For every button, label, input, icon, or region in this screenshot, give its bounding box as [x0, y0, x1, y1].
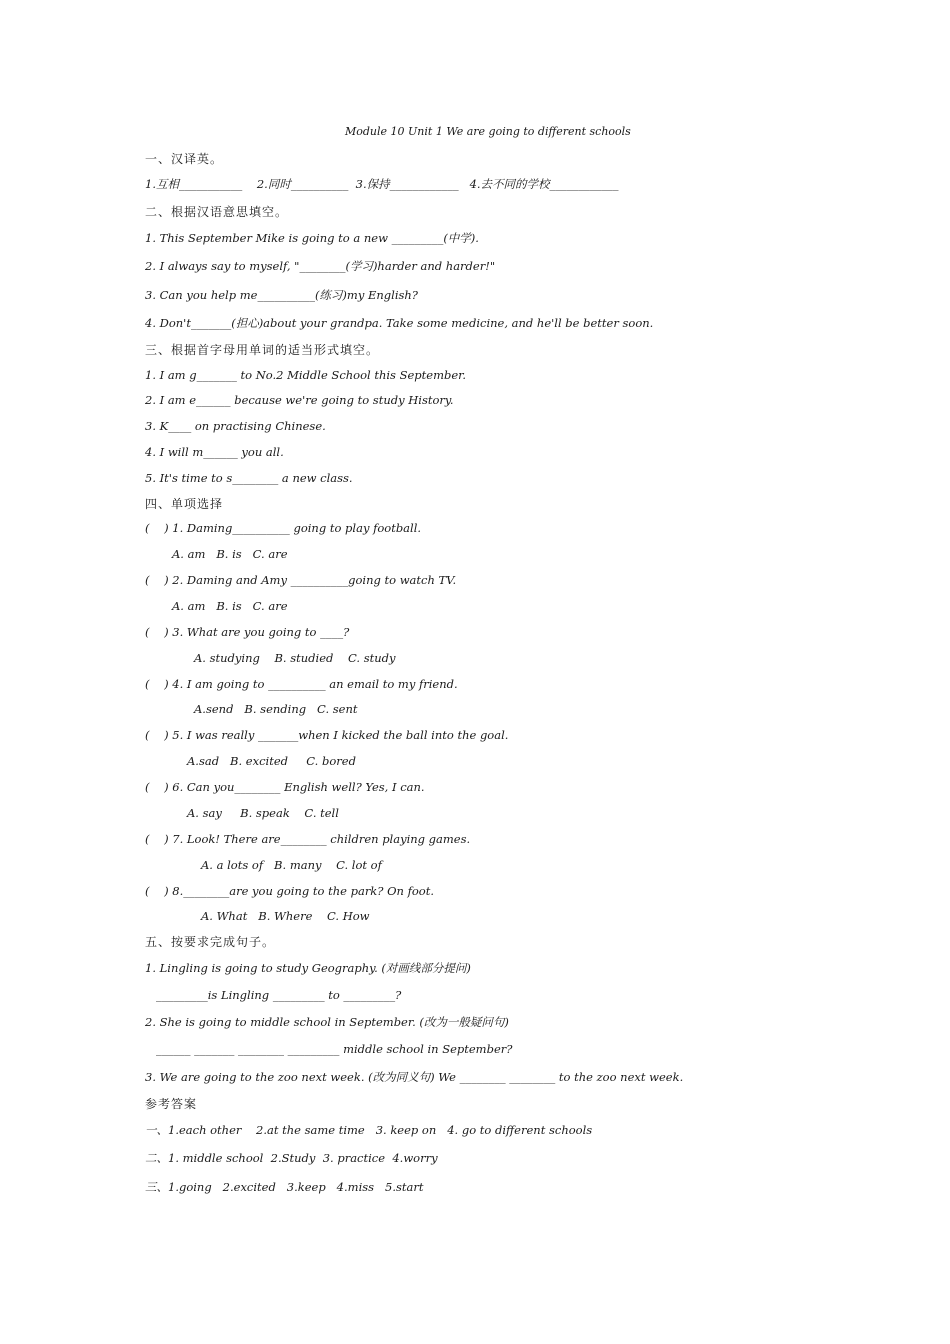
- section3-item: 1. I am g_______ to No.2 Middle School this September.: [145, 368, 467, 382]
- mc-question: ( ) 2. Daming and Amy __________going to watch TV.: [145, 573, 457, 587]
- mc-options: A. a lots of B. many C. lot of: [201, 858, 382, 872]
- answer-line: 三、1.going 2.excited 3.keep 4.miss 5.start: [145, 1180, 424, 1194]
- section3-heading: 三、根据首字母用单词的适当形式填空。: [145, 343, 380, 357]
- mc-question: ( ) 5. I was really _______when I kicked the ball into the goal.: [145, 728, 509, 742]
- answers-heading: 参考答案: [145, 1097, 198, 1111]
- section2-heading: 二、根据汉语意思填空。: [145, 205, 289, 219]
- answer-line: 二、1. middle school 2.Study 3. practice 4.worry: [145, 1151, 438, 1165]
- section5-line: _________is Lingling _________ to _________?: [145, 988, 402, 1002]
- section5-line: 2. She is going to middle school in September. (改为一般疑问句): [145, 1015, 509, 1029]
- mc-options: A. say B. speak C. tell: [187, 806, 339, 820]
- mc-question: ( ) 1. Daming__________ going to play football.: [145, 521, 422, 535]
- section3-item: 4. I will m______ you all.: [145, 445, 284, 459]
- section5-heading: 五、按要求完成句子。: [145, 935, 276, 949]
- section4-heading: 四、单项选择: [145, 497, 224, 511]
- mc-question: ( ) 4. I am going to __________ an email to my friend.: [145, 677, 458, 691]
- section2-item: 3. Can you help me__________(练习)my English?: [145, 288, 418, 302]
- mc-options: A. am B. is C. are: [172, 599, 288, 613]
- mc-options: A.sad B. excited C. bored: [187, 754, 356, 768]
- answer-line: 一、1.each other 2.at the same time 3. keep on 4. go to different schools: [145, 1123, 593, 1137]
- mc-question: ( ) 7. Look! There are________ children playing games.: [145, 832, 471, 846]
- mc-question: ( ) 3. What are you going to ____?: [145, 625, 350, 639]
- mc-options: A. am B. is C. are: [172, 547, 288, 561]
- section5-line: 1. Lingling is going to study Geography. (对画线部分提问): [145, 961, 471, 975]
- mc-options: A. studying B. studied C. study: [194, 651, 396, 665]
- mc-question: ( ) 8.________are you going to the park? On foot.: [145, 884, 434, 898]
- section2-item: 4. Don't_______(担心)about your grandpa. Take some medicine, and he'll be better soon.: [145, 316, 654, 330]
- page-title: Module 10 Unit 1 We are going to different schools: [345, 125, 631, 138]
- section1-line: 1.互相___________ 2.同时__________ 3.保持____________ 4.去不同的学校____________: [145, 177, 619, 191]
- section5-line: 3. We are going to the zoo next week. (改为同义句) We ________ ________ to the zoo next week.: [145, 1070, 684, 1084]
- section1-heading: 一、汉译英。: [145, 152, 224, 166]
- mc-options: A. What B. Where C. How: [201, 909, 370, 923]
- mc-options: A.send B. sending C. sent: [194, 702, 358, 716]
- section2-item: 2. I always say to myself, "________(学习)harder and harder!": [145, 259, 496, 273]
- section3-item: 5. It's time to s________ a new class.: [145, 471, 353, 485]
- mc-question: ( ) 6. Can you________ English well? Yes, I can.: [145, 780, 425, 794]
- section2-item: 1. This September Mike is going to a new _________(中学).: [145, 231, 479, 245]
- section3-item: 2. I am e______ because we're going to study History.: [145, 393, 454, 407]
- section5-line: ______ _______ ________ _________ middle school in September?: [145, 1042, 513, 1056]
- section3-item: 3. K____ on practising Chinese.: [145, 419, 326, 433]
